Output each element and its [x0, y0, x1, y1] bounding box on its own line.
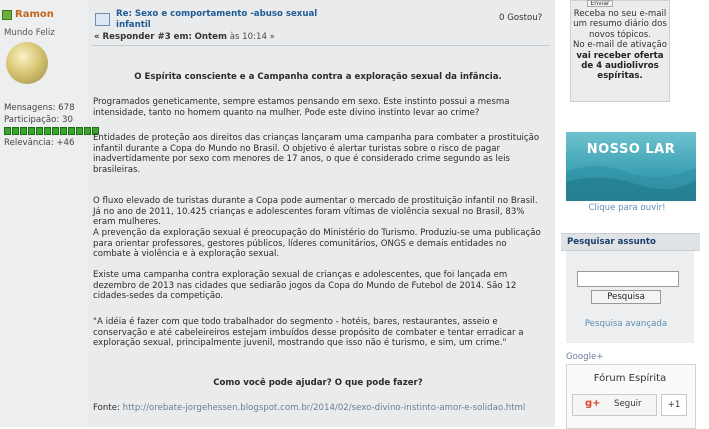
reply-info — [94, 32, 275, 42]
search-button[interactable]: Pesquisa — [591, 290, 661, 304]
reputation-pips — [4, 127, 99, 135]
reputation-pip — [44, 127, 51, 135]
paragraph-4: A prevenção da exploração sexual é preocupação do Ministério do Turismo. Produziu-se uma publicação para orientar professores, gestores públicos, líderes comunitários, ONGS e demais entidades no combate à violência e à exploração sexual. — [93, 228, 541, 260]
newsletter-send-button[interactable]: Enviar — [587, 0, 613, 7]
post-divider — [92, 45, 550, 46]
source-line — [93, 403, 543, 414]
reputation-pip — [28, 127, 35, 135]
reputation-pip — [84, 127, 91, 135]
google-plus-page-name[interactable]: Fórum Espírita — [593, 373, 667, 384]
paragraph-3: O fluxo elevado de turistas durante a Copa pode aumentar o mercado de prostituição infantil no Brasil. Já no ano de 2011, 10.425 crianças e adolescentes foram vítimas de violência sexual no Brasil, 83% eram mulheres. — [93, 196, 538, 228]
search-heading: Pesquisar assunto — [561, 233, 700, 251]
reputation-pip — [36, 127, 43, 135]
newsletter-text — [570, 9, 670, 82]
plus-one-button[interactable]: +1 — [661, 394, 687, 416]
reputation-pip — [76, 127, 83, 135]
poster-messages-count: Mensagens: 678 — [4, 103, 75, 113]
follow-label: Seguir — [614, 399, 642, 409]
reputation-pip — [68, 127, 75, 135]
newsletter-line-3: vai receber oferta de 4 audiolivros espíritas. — [576, 50, 664, 82]
nosso-lar-banner[interactable] — [566, 132, 696, 201]
poster-relevance: Relevância: +46 — [4, 138, 75, 148]
reply-number: « Responder #3 em: — [94, 32, 192, 42]
reputation-pip — [20, 127, 27, 135]
paragraph-5: Existe uma campanha contra exploração sexual de crianças e adolescentes, que foi lançada em dezembro de 2013 nas cidades que sediarão jogos da Copa do Mundo de Futebol de 2014. São 12 cidades-sedes da competição. — [93, 270, 517, 302]
poster-rank: Mundo Feliz — [4, 28, 55, 38]
quote-paragraph: "A idéia é fazer com que todo trabalhador do segmento - hotéis, bares, restaurantes, asseio e conservação e até cabeleireiros estejam imbuídos desse propósito de combater e tentar erradicar a exploração sexual, principalmente juvenil, mostrando que isso não é turismo, e sim, um crime." — [93, 317, 524, 349]
reputation-pip — [12, 127, 19, 135]
advanced-search-link[interactable]: Pesquisa avançada — [584, 319, 668, 329]
reply-time: às 10:14 » — [229, 32, 275, 42]
banner-title: NOSSO LAR — [586, 142, 676, 157]
poster-name[interactable]: Ramon — [15, 9, 54, 20]
search-input[interactable] — [577, 271, 679, 287]
newsletter-line-2: No e-mail de ativação — [572, 40, 668, 51]
poster-participation: Participação: 30 — [4, 115, 73, 125]
reply-date: Ontem — [194, 32, 227, 42]
post-heading: O Espírita consciente e a Campanha contra a exploração sexual da infância. — [134, 72, 502, 82]
reputation-pip — [4, 127, 11, 135]
reputation-pip — [60, 127, 67, 135]
source-label: Fonte: — [93, 403, 120, 413]
paragraph-1: Programados geneticamente, sempre estamos pensando em sexo. Este instinto possui a mesma intensidade, tanto no homem quanto na mulher. Pode este divino instinto levar ao crime? — [93, 97, 510, 118]
question-heading: Como você pode ajudar? O que pode fazer? — [213, 378, 423, 388]
google-plus-label: Google+ — [566, 352, 604, 362]
google-plus-icon: g+ — [585, 398, 601, 409]
avatar[interactable] — [6, 42, 48, 84]
source-link[interactable]: http://orebate-jorgehessen.blogspot.com.br/2014/02/sexo-divino-instinto-amor-e-solidao.html — [122, 403, 526, 413]
reputation-pip — [52, 127, 59, 135]
like-button[interactable]: 0 Gostou? — [499, 13, 543, 23]
online-status-icon — [2, 10, 12, 20]
poster-name-row — [2, 9, 54, 20]
banner-listen-link[interactable]: Clique para ouvir! — [588, 203, 666, 213]
paragraph-2: Entidades de proteção aos direitos das crianças lançaram uma campanha para combater a prostituição infantil durante a Copa do Mundo no Brasil. O objetivo é alertar turistas sobre o risco de pagar inadvertidamente por sexo com menores de 17 anos, o que é considerado crime segundo as leis brasileiras. — [93, 133, 540, 175]
post-topic-icon — [95, 13, 110, 26]
newsletter-line-1: Receba no seu e-mail um resumo diário dos novos tópicos. — [573, 9, 667, 40]
post-title[interactable]: Re: Sexo e comportamento -abuso sexual infantil — [116, 9, 318, 30]
